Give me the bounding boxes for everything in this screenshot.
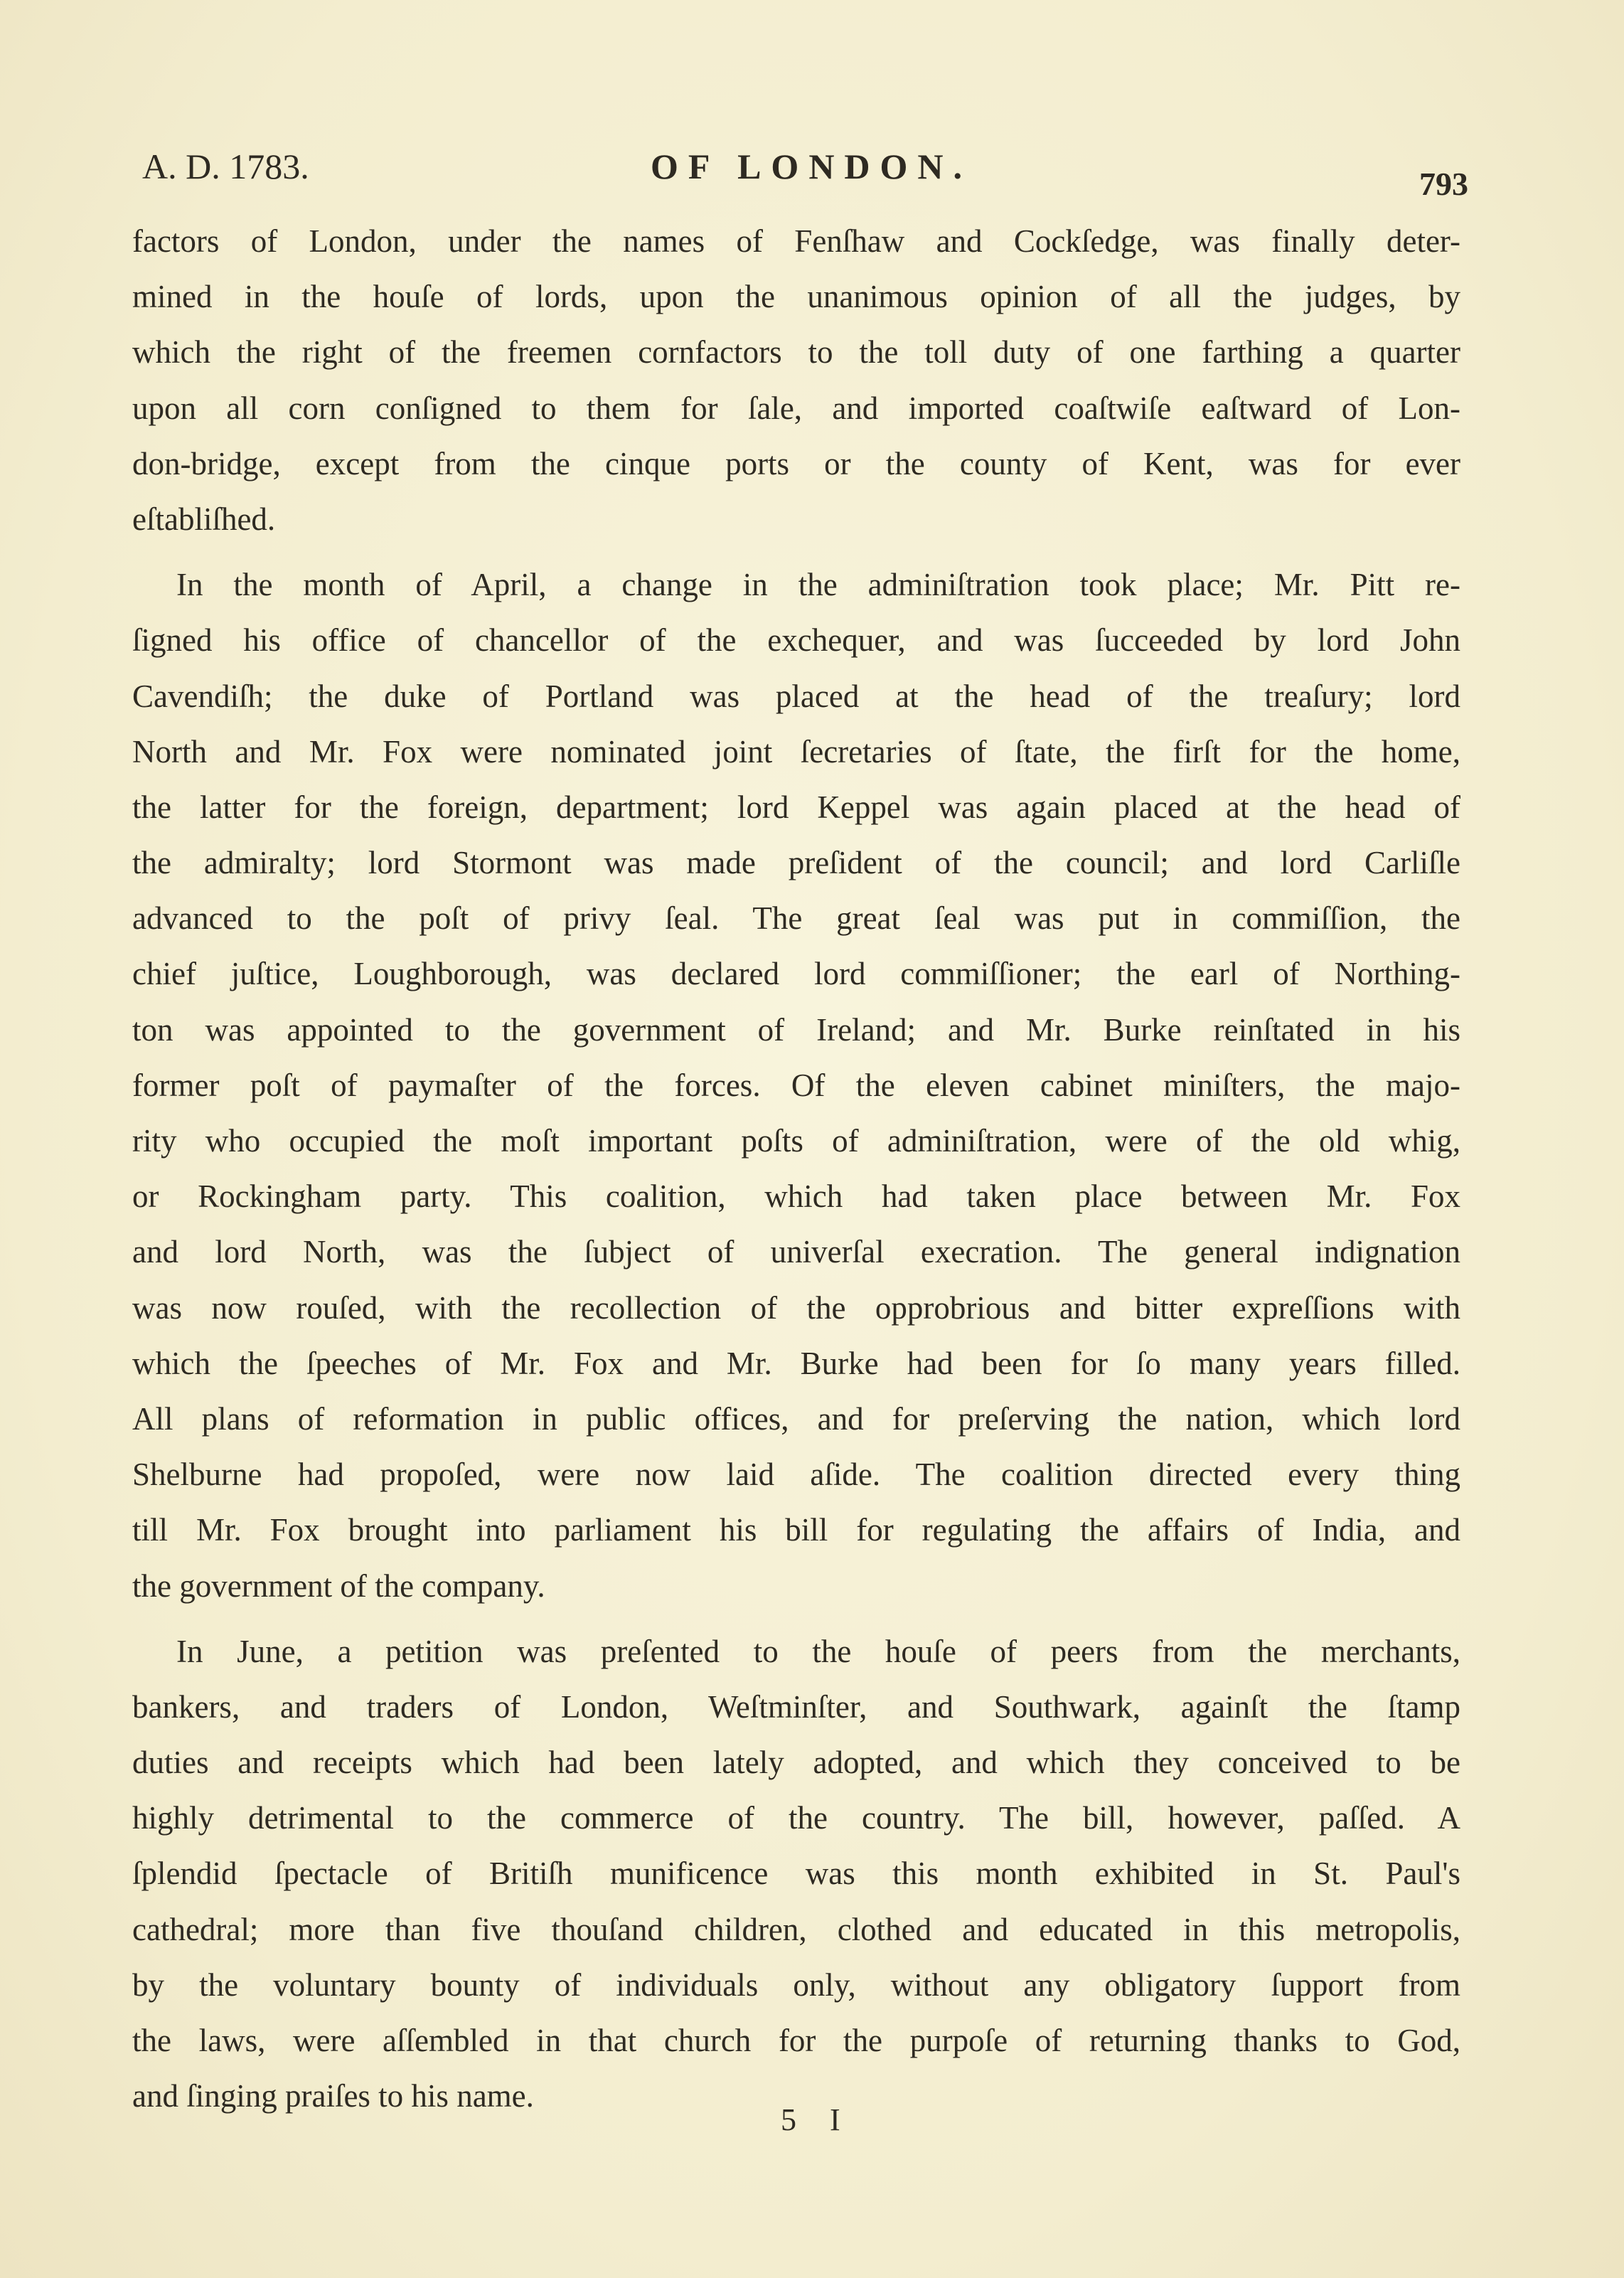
- text-line: and ſinging praiſes to his name.: [132, 2078, 534, 2114]
- text-line: In June, a petition was preſented to the houſe of peers from the merchants,: [176, 1633, 1460, 1669]
- text-line: eſtabliſhed.: [132, 501, 276, 537]
- text-line: cathedral; more than five thouſand children, clothed and educated in this metropolis,: [132, 1911, 1460, 1947]
- body-text: [132, 213, 1460, 2124]
- paragraph: [132, 557, 1460, 1614]
- text-line: the laws, were aſſembled in that church for the purpoſe of returning thanks to God,: [132, 2023, 1460, 2058]
- text-line: by the voluntary bounty of individuals only, without any obligatory ſupport from: [132, 1966, 1460, 2003]
- text-line: ton was appointed to the government of Ireland; and Mr. Burke reinſtated in his: [132, 1011, 1460, 1048]
- text-line: don-bridge, except from the cinque ports or the county of Kent, was for ever: [132, 445, 1460, 481]
- text-line: ſplendid ſpectacle of Britiſh munificence was this month exhibited in St. Paul's: [132, 1856, 1460, 1892]
- text-line: Cavendiſh; the duke of Portland was placed at the head of the treaſury; lord: [132, 678, 1460, 714]
- running-head-title: OF LONDON.: [651, 147, 973, 186]
- signature-mark: 5 I: [781, 2102, 853, 2137]
- text-line: Shelburne had propoſed, were now laid aſide. The coalition directed every thing: [132, 1457, 1460, 1493]
- text-line: All plans of reformation in public offices, and for preſerving the nation, which lord: [132, 1400, 1460, 1437]
- text-line: was now rouſed, with the recollection of the opprobrious and bitter expreſſions with: [132, 1289, 1460, 1326]
- text-line: and lord North, was the ſubject of univerſal execration. The general indignation: [132, 1234, 1460, 1270]
- text-line: mined in the houſe of lords, upon the unanimous opinion of all the judges, by: [132, 279, 1460, 315]
- text-line: factors of London, under the names of Fenſhaw and Cockſedge, was finally deter-: [132, 223, 1460, 259]
- text-line: the latter for the foreign, department; lord Keppel was again placed at the head of: [132, 789, 1460, 825]
- text-line: upon all corn conſigned to them for ſale, and imported coaſtwiſe eaſtward of Lon-: [132, 390, 1460, 426]
- text-line: advanced to the poſt of privy ſeal. The great ſeal was put in commiſſion, the: [132, 900, 1460, 937]
- running-head-date: A. D. 1783.: [142, 147, 309, 186]
- text-line: In the month of April, a change in the adminiſtration took place; Mr. Pitt re-: [176, 567, 1460, 603]
- paragraph: [132, 1624, 1460, 2124]
- text-line: the government of the company.: [132, 1568, 545, 1604]
- text-line: rity who occupied the moſt important poſts of adminiſtration, were of the old whig,: [132, 1123, 1460, 1159]
- text-line: till Mr. Fox brought into parliament his bill for regulating the affairs of India, and: [132, 1512, 1460, 1548]
- text-line: bankers, and traders of London, Weſtminſter, and Southwark, againſt the ſtamp: [132, 1688, 1460, 1725]
- page-number: 793: [1419, 166, 1468, 202]
- paragraph: [132, 213, 1460, 547]
- text-line: highly detrimental to the commerce of the country. The bill, however, paſſed. A: [132, 1800, 1460, 1836]
- text-line: the admiralty; lord Stormont was made preſident of the council; and lord Carliſle: [132, 845, 1460, 881]
- text-line: chief juſtice, Loughborough, was declared lord commiſſioner; the earl of Northing-: [132, 956, 1460, 992]
- text-line: former poſt of paymaſter of the forces. Of the eleven cabinet miniſters, the majo-: [132, 1067, 1460, 1103]
- text-line: or Rockingham party. This coalition, which had taken place between Mr. Fox: [132, 1178, 1460, 1215]
- text-line: which the ſpeeches of Mr. Fox and Mr. Burke had been for ſo many years filled.: [132, 1345, 1460, 1381]
- text-line: North and Mr. Fox were nominated joint ſecretaries of ſtate, the firſt for the home,: [132, 733, 1460, 770]
- text-line: which the right of the freemen cornfactors to the toll duty of one farthing a quarter: [132, 334, 1460, 371]
- text-line: ſigned his office of chancellor of the exchequer, and was ſucceeded by lord John: [132, 622, 1460, 659]
- text-line: duties and receipts which had been lately adopted, and which they conceived to be: [132, 1745, 1460, 1781]
